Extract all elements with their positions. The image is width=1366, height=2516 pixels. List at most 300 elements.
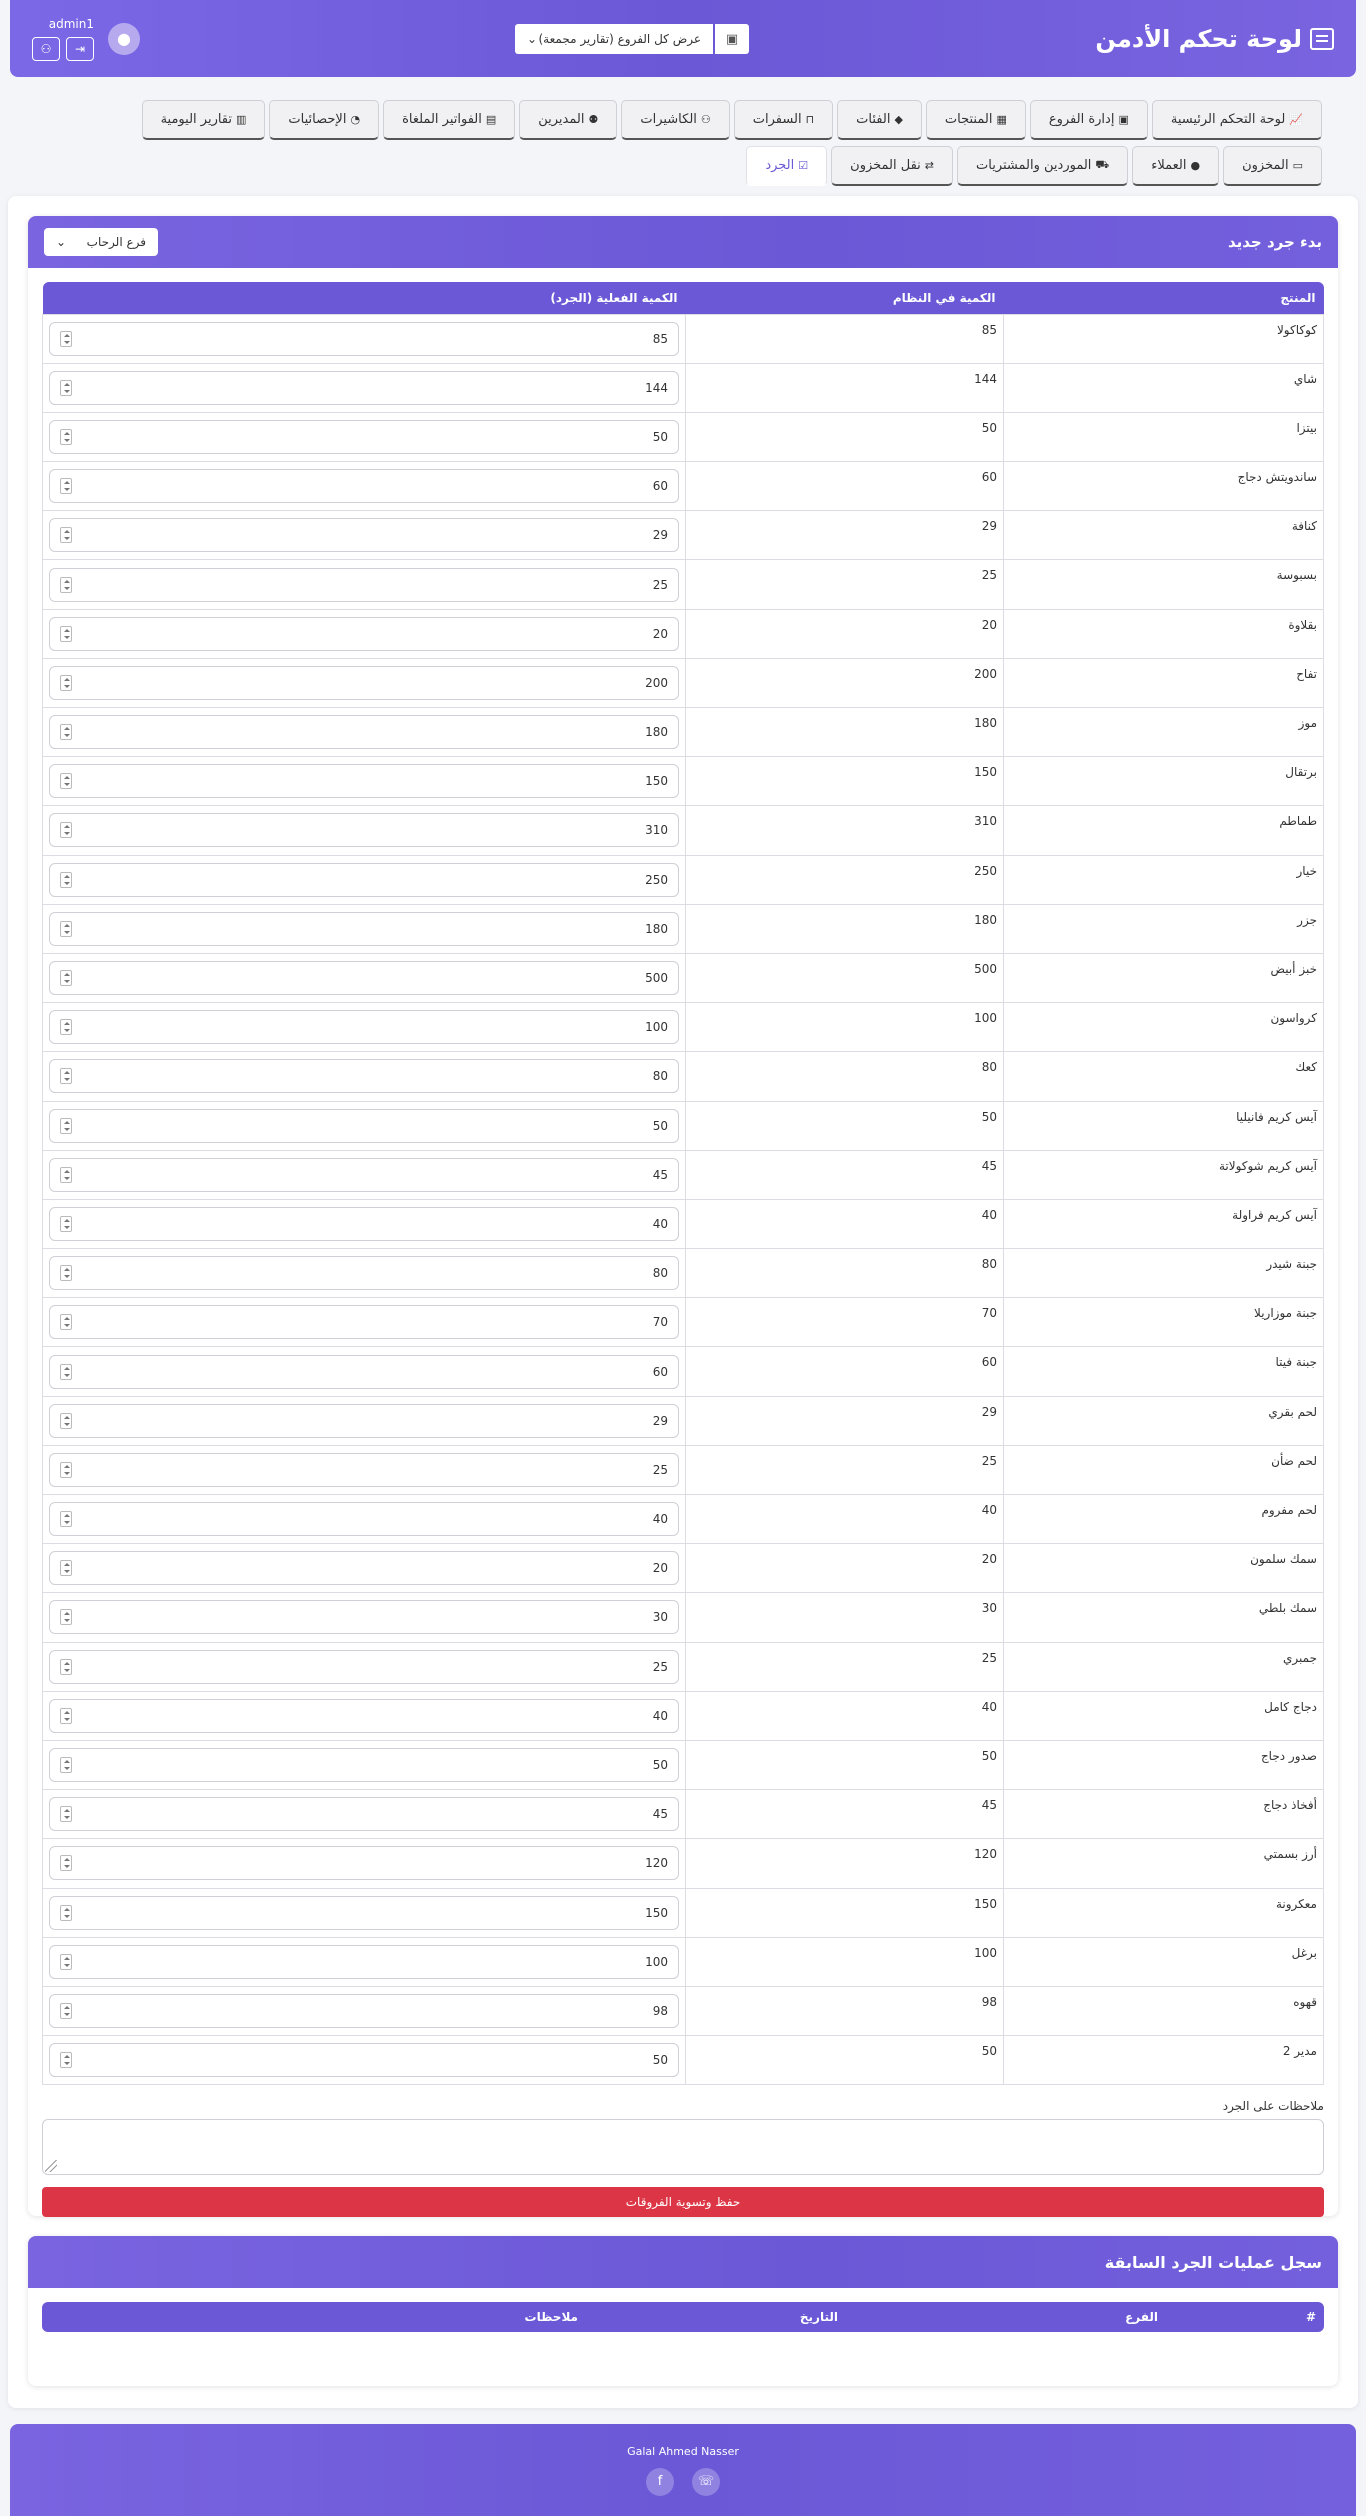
actual-qty-input[interactable]	[49, 863, 679, 897]
actual-qty-value: 40	[652, 1216, 668, 1231]
file-invoice-icon: ▤	[485, 113, 497, 126]
actual-qty-cell	[43, 1937, 686, 1986]
tab-2-4[interactable]	[746, 146, 827, 186]
actual-qty-input[interactable]	[49, 1010, 679, 1044]
table-row	[43, 855, 1324, 904]
table-row	[43, 1249, 1324, 1298]
actual-qty-input[interactable]	[49, 666, 679, 700]
product-name: كوكاكولا	[1004, 314, 1324, 363]
product-name: لحم بقري	[1004, 1396, 1324, 1445]
actual-qty-value: 80	[652, 1069, 668, 1084]
avatar-icon[interactable]: ●	[108, 23, 140, 55]
system-qty: 25	[686, 560, 1004, 609]
table-row	[43, 1052, 1324, 1101]
table-row	[43, 1396, 1324, 1445]
actual-qty-value: 50	[652, 1118, 668, 1133]
actual-qty-input[interactable]	[49, 1896, 679, 1930]
actual-qty-value: 250	[645, 872, 668, 887]
actual-qty-value: 29	[652, 528, 668, 543]
spinner-icon[interactable]	[60, 1462, 72, 1478]
spinner-icon[interactable]	[60, 1806, 72, 1822]
spinner-icon[interactable]	[60, 1708, 72, 1724]
tab-1-8[interactable]	[269, 100, 379, 140]
product-name: صدور دجاج	[1004, 1740, 1324, 1789]
save-button[interactable]: حفظ وتسوية الفروقات	[42, 2187, 1324, 2217]
product-name: لحم ضأن	[1004, 1445, 1324, 1494]
actual-qty-input[interactable]	[49, 1699, 679, 1733]
spinner-icon[interactable]	[60, 1118, 72, 1134]
actual-qty-input[interactable]	[49, 1109, 679, 1143]
user-area	[32, 17, 140, 61]
table-row	[43, 1642, 1324, 1691]
warehouse-icon: ▭	[1292, 159, 1303, 172]
pie-chart-icon: ◔	[350, 113, 361, 126]
system-qty: 45	[686, 1150, 1004, 1199]
table-row	[43, 757, 1324, 806]
table-row	[43, 511, 1324, 560]
col-product: المنتج	[1004, 282, 1324, 314]
system-qty: 144	[686, 363, 1004, 412]
tab-1-6[interactable]	[519, 100, 617, 140]
tab-label: المخزون	[1242, 158, 1289, 173]
product-name: آيس كريم فراولة	[1004, 1199, 1324, 1248]
actual-qty-value: 500	[645, 971, 668, 986]
nav-tabs	[72, 100, 1322, 186]
spinner-icon[interactable]	[60, 1560, 72, 1576]
product-name: كرواسون	[1004, 1003, 1324, 1052]
spinner-icon[interactable]	[60, 1609, 72, 1625]
actual-qty-input[interactable]	[49, 1502, 679, 1536]
spinner-icon[interactable]	[60, 1364, 72, 1380]
actual-qty-cell	[43, 708, 686, 757]
actual-qty-input[interactable]	[49, 764, 679, 798]
spinner-icon[interactable]	[60, 773, 72, 789]
product-name: جبنة فيتا	[1004, 1347, 1324, 1396]
tab-1-7[interactable]	[383, 100, 515, 140]
product-name: معكرونة	[1004, 1888, 1324, 1937]
truck-icon: ⛟	[1095, 158, 1110, 171]
section-title: بدء جرد جديد	[1227, 233, 1322, 251]
spinner-icon[interactable]	[60, 1167, 72, 1183]
actual-qty-value: 45	[652, 1167, 668, 1182]
actual-qty-input[interactable]	[49, 912, 679, 946]
actual-qty-cell	[43, 757, 686, 806]
actual-qty-value: 60	[652, 479, 668, 494]
system-qty: 60	[686, 462, 1004, 511]
actual-qty-value: 40	[652, 1512, 668, 1527]
system-qty: 40	[686, 1691, 1004, 1740]
table-row	[43, 1691, 1324, 1740]
actual-qty-value: 100	[645, 1954, 668, 1969]
actual-qty-value: 144	[645, 380, 668, 395]
tab-2-2[interactable]	[957, 146, 1128, 186]
tab-label: نقل المخزون	[850, 158, 921, 173]
actual-qty-input[interactable]	[49, 1305, 679, 1339]
main-card	[8, 196, 1358, 2408]
actual-qty-value: 70	[652, 1315, 668, 1330]
system-qty: 29	[686, 1396, 1004, 1445]
actual-qty-cell	[43, 412, 686, 461]
tab-1-3[interactable]	[837, 100, 922, 140]
spinner-icon[interactable]	[60, 1954, 72, 1970]
table-row	[43, 806, 1324, 855]
actual-qty-cell	[43, 1003, 686, 1052]
product-name: خيار	[1004, 855, 1324, 904]
top-header	[10, 0, 1356, 77]
table-row	[43, 412, 1324, 461]
whatsapp-icon[interactable]: ☏	[692, 2468, 720, 2496]
actual-qty-value: 60	[652, 1364, 668, 1379]
table-row	[43, 658, 1324, 707]
actual-qty-input[interactable]	[49, 420, 679, 454]
spinner-icon[interactable]	[60, 527, 72, 543]
actual-qty-cell	[43, 1298, 686, 1347]
actual-qty-value: 50	[652, 2053, 668, 2068]
tab-label: الجرد	[765, 158, 795, 173]
branch-dropdown-value: فرع الرحاب	[86, 235, 146, 249]
tab-label: المديرين	[538, 112, 585, 127]
system-qty: 30	[686, 1593, 1004, 1642]
table-row	[43, 363, 1324, 412]
tab-1-4[interactable]	[734, 100, 833, 140]
table-row	[43, 462, 1324, 511]
product-name: موز	[1004, 708, 1324, 757]
actual-qty-cell	[43, 1150, 686, 1199]
product-name: خبز أبيض	[1004, 953, 1324, 1002]
actual-qty-value: 150	[645, 774, 668, 789]
user-buttons	[32, 37, 94, 61]
product-name: دجاج كامل	[1004, 1691, 1324, 1740]
inventory-table	[42, 282, 1324, 2085]
actual-qty-input[interactable]	[49, 813, 679, 847]
spinner-icon[interactable]	[60, 1068, 72, 1084]
actual-qty-input[interactable]	[49, 1207, 679, 1241]
system-qty: 40	[686, 1495, 1004, 1544]
system-qty: 50	[686, 1101, 1004, 1150]
system-qty: 50	[686, 2036, 1004, 2085]
spinner-icon[interactable]	[60, 970, 72, 986]
social-links	[646, 2468, 720, 2496]
boxes-icon: ▦	[996, 113, 1007, 126]
actual-qty-cell	[43, 511, 686, 560]
col-actual-qty: الكمية الفعلية (الجرد)	[43, 282, 686, 314]
table-row	[43, 1298, 1324, 1347]
actual-qty-value: 20	[652, 1561, 668, 1576]
facebook-icon[interactable]: f	[646, 2468, 674, 2496]
system-qty: 20	[686, 1544, 1004, 1593]
actual-qty-input[interactable]	[49, 1797, 679, 1831]
spinner-icon[interactable]	[60, 380, 72, 396]
system-qty: 25	[686, 1445, 1004, 1494]
footer	[10, 2424, 1356, 2516]
logout-icon[interactable]: ⇥	[66, 37, 94, 61]
table-row	[43, 1937, 1324, 1986]
actual-qty-value: 200	[645, 675, 668, 690]
system-qty: 85	[686, 314, 1004, 363]
actual-qty-cell	[43, 1347, 686, 1396]
system-qty: 500	[686, 953, 1004, 1002]
table-row	[43, 1593, 1324, 1642]
actual-qty-value: 180	[645, 725, 668, 740]
user-tie-icon: ⚉	[588, 113, 599, 126]
table-row	[43, 1445, 1324, 1494]
product-name: جبنة موزاريلا	[1004, 1298, 1324, 1347]
system-qty: 150	[686, 1888, 1004, 1937]
history-header	[28, 2236, 1338, 2288]
spinner-icon[interactable]	[60, 1855, 72, 1871]
resize-handle-icon[interactable]	[45, 2160, 57, 2172]
product-name: جزر	[1004, 904, 1324, 953]
spinner-icon[interactable]	[60, 1905, 72, 1921]
table-row	[43, 2036, 1324, 2085]
product-name: شاي	[1004, 363, 1324, 412]
footer-name: Galal Ahmed Nasser	[627, 2444, 739, 2458]
tab-label: العملاء	[1151, 158, 1187, 173]
spinner-icon[interactable]	[60, 1757, 72, 1773]
system-qty: 180	[686, 904, 1004, 953]
system-qty: 50	[686, 412, 1004, 461]
actual-qty-value: 20	[652, 626, 668, 641]
chevron-down-icon: ⌄	[56, 235, 67, 249]
actual-qty-cell	[43, 1101, 686, 1150]
actual-qty-input[interactable]	[49, 1256, 679, 1290]
system-qty: 100	[686, 1003, 1004, 1052]
store-icon[interactable]: ▣	[715, 24, 749, 54]
cash-register-icon	[1310, 28, 1334, 50]
tab-1-2[interactable]	[926, 100, 1026, 140]
actual-qty-input[interactable]	[49, 371, 679, 405]
notes-textarea[interactable]	[42, 2119, 1324, 2175]
actual-qty-value: 85	[652, 331, 668, 346]
table-row	[43, 1150, 1324, 1199]
spinner-icon[interactable]	[60, 1019, 72, 1035]
system-qty: 60	[686, 1347, 1004, 1396]
actual-qty-cell	[43, 1740, 686, 1789]
actual-qty-cell	[43, 1593, 686, 1642]
spinner-icon[interactable]	[60, 577, 72, 593]
actual-qty-value: 25	[652, 577, 668, 592]
actual-qty-input[interactable]	[49, 469, 679, 503]
user-settings-icon[interactable]: ⚇	[32, 37, 60, 61]
report-icon: ▥	[236, 113, 247, 126]
actual-qty-input[interactable]	[49, 2043, 679, 2077]
spinner-icon[interactable]	[60, 1511, 72, 1527]
product-name: لحم مفروم	[1004, 1495, 1324, 1544]
actual-qty-input[interactable]	[49, 715, 679, 749]
system-qty: 200	[686, 658, 1004, 707]
actual-qty-value: 100	[645, 1020, 668, 1035]
table-row	[43, 314, 1324, 363]
product-name: آيس كريم فانيليا	[1004, 1101, 1324, 1150]
system-qty: 80	[686, 1052, 1004, 1101]
branch-select[interactable]	[515, 24, 713, 54]
table-row	[43, 1790, 1324, 1839]
actual-qty-input[interactable]	[49, 1059, 679, 1093]
actual-qty-value: 25	[652, 1659, 668, 1674]
product-name: قهوه	[1004, 1986, 1324, 2035]
system-qty: 98	[686, 1986, 1004, 2035]
actual-qty-value: 80	[652, 1266, 668, 1281]
actual-qty-input[interactable]	[49, 1453, 679, 1487]
spinner-icon[interactable]	[60, 626, 72, 642]
tab-1-5[interactable]	[621, 100, 729, 140]
tab-1-1[interactable]	[1030, 100, 1148, 140]
tab-label: تقارير اليومية	[160, 112, 233, 127]
actual-qty-value: 150	[645, 1905, 668, 1920]
users-icon: ⚇	[700, 113, 711, 126]
actual-qty-input[interactable]	[49, 1945, 679, 1979]
spinner-icon[interactable]	[60, 1314, 72, 1330]
actual-qty-cell	[43, 658, 686, 707]
col-date: التاريخ	[799, 2310, 838, 2324]
actual-qty-cell	[43, 1839, 686, 1888]
actual-qty-value: 120	[645, 1856, 668, 1871]
actual-qty-cell	[43, 314, 686, 363]
col-system-qty: الكمية في النظام	[686, 282, 1004, 314]
actual-qty-value: 180	[645, 921, 668, 936]
actual-qty-cell	[43, 1495, 686, 1544]
page-title: لوحة تحكم الأدمن	[1095, 24, 1302, 53]
spinner-icon[interactable]	[60, 478, 72, 494]
table-row	[43, 953, 1324, 1002]
product-name: أفخاذ دجاج	[1004, 1790, 1324, 1839]
actual-qty-input[interactable]	[49, 518, 679, 552]
tab-label: الفواتير الملغاة	[402, 112, 482, 127]
actual-qty-input[interactable]	[49, 1404, 679, 1438]
branch-select-value: عرض كل الفروع (تقارير مجمعة)	[538, 32, 701, 46]
spinner-icon[interactable]	[60, 675, 72, 691]
actual-qty-value: 98	[652, 2003, 668, 2018]
tab-1-0[interactable]	[1152, 100, 1322, 140]
product-name: بيتزا	[1004, 412, 1324, 461]
actual-qty-cell	[43, 1445, 686, 1494]
spinner-icon[interactable]	[60, 2003, 72, 2019]
spinner-icon[interactable]	[60, 1216, 72, 1232]
table-row	[43, 560, 1324, 609]
product-name: بسبوسة	[1004, 560, 1324, 609]
actual-qty-input[interactable]	[49, 1994, 679, 2028]
actual-qty-input[interactable]	[49, 961, 679, 995]
actual-qty-input[interactable]	[49, 1600, 679, 1634]
actual-qty-input[interactable]	[49, 1355, 679, 1389]
spinner-icon[interactable]	[60, 921, 72, 937]
actual-qty-input[interactable]	[49, 322, 679, 356]
actual-qty-value: 50	[652, 429, 668, 444]
system-qty: 40	[686, 1199, 1004, 1248]
actual-qty-cell	[43, 904, 686, 953]
new-inventory-section	[28, 216, 1338, 2216]
tab-label: الكاشيرات	[640, 112, 697, 127]
col-index: #	[1305, 2310, 1316, 2324]
table-row	[43, 1199, 1324, 1248]
notes-label: ملاحظات على الجرد	[1222, 2099, 1324, 2114]
spinner-icon[interactable]	[60, 2052, 72, 2068]
system-qty: 310	[686, 806, 1004, 855]
system-qty: 70	[686, 1298, 1004, 1347]
actual-qty-cell	[43, 953, 686, 1002]
tags-icon: ◆	[894, 113, 903, 126]
actual-qty-cell	[43, 1249, 686, 1298]
actual-qty-input[interactable]	[49, 1551, 679, 1585]
branch-dropdown[interactable]	[44, 228, 158, 256]
branch-selector	[515, 24, 749, 54]
tab-1-9[interactable]	[142, 100, 266, 140]
table-row	[43, 609, 1324, 658]
history-section	[28, 2236, 1338, 2386]
spinner-icon[interactable]	[60, 1265, 72, 1281]
actual-qty-input[interactable]	[49, 617, 679, 651]
actual-qty-cell	[43, 609, 686, 658]
table-row	[43, 708, 1324, 757]
actual-qty-cell	[43, 855, 686, 904]
tab-2-0[interactable]	[1223, 146, 1322, 186]
spinner-icon[interactable]	[60, 331, 72, 347]
user-info	[32, 17, 94, 61]
spinner-icon[interactable]	[60, 872, 72, 888]
spinner-icon[interactable]	[60, 724, 72, 740]
actual-qty-value: 25	[652, 1462, 668, 1477]
user-name: admin1	[48, 16, 94, 31]
store-icon: ▣	[1118, 113, 1129, 126]
actual-qty-input[interactable]	[49, 568, 679, 602]
actual-qty-cell	[43, 1986, 686, 2035]
product-name: سمك سلمون	[1004, 1544, 1324, 1593]
actual-qty-value: 310	[645, 823, 668, 838]
tab-label: السفرات	[752, 112, 802, 127]
history-title: سجل عمليات الجرد السابقة	[1104, 2252, 1322, 2272]
exchange-icon: ⇄	[924, 159, 935, 172]
table-row	[43, 1495, 1324, 1544]
actual-qty-cell	[43, 1790, 686, 1839]
table-row	[43, 1003, 1324, 1052]
tab-2-1[interactable]	[1132, 146, 1219, 186]
spinner-icon[interactable]	[60, 1659, 72, 1675]
actual-qty-cell	[43, 1888, 686, 1937]
user-icon: ●	[1190, 159, 1201, 172]
actual-qty-cell	[43, 1199, 686, 1248]
table-row	[43, 1888, 1324, 1937]
tab-label: الإحصائيات	[288, 112, 347, 127]
system-qty: 150	[686, 757, 1004, 806]
actual-qty-input[interactable]	[49, 1748, 679, 1782]
product-name: تفاح	[1004, 658, 1324, 707]
new-inventory-header	[28, 216, 1338, 268]
spinner-icon[interactable]	[60, 1413, 72, 1429]
table-row	[43, 1544, 1324, 1593]
table-row	[43, 904, 1324, 953]
actual-qty-input[interactable]	[49, 1846, 679, 1880]
actual-qty-value: 40	[652, 1708, 668, 1723]
actual-qty-value: 50	[652, 1758, 668, 1773]
actual-qty-cell	[43, 806, 686, 855]
product-name: بقلاوة	[1004, 609, 1324, 658]
tab-2-3[interactable]	[831, 146, 953, 186]
tab-label: الفئات	[856, 112, 891, 127]
spinner-icon[interactable]	[60, 429, 72, 445]
chair-icon: ⊓	[805, 113, 815, 126]
spinner-icon[interactable]	[60, 822, 72, 838]
tab-label: الموردين والمشتريات	[976, 158, 1092, 173]
actual-qty-cell	[43, 1691, 686, 1740]
actual-qty-cell	[43, 462, 686, 511]
clipboard-check-icon: ☑	[798, 159, 809, 172]
actual-qty-input[interactable]	[49, 1650, 679, 1684]
history-table-header	[42, 2302, 1324, 2332]
table-row	[43, 1101, 1324, 1150]
system-qty: 100	[686, 1937, 1004, 1986]
tab-label: المنتجات	[944, 112, 993, 127]
actual-qty-input[interactable]	[49, 1158, 679, 1192]
